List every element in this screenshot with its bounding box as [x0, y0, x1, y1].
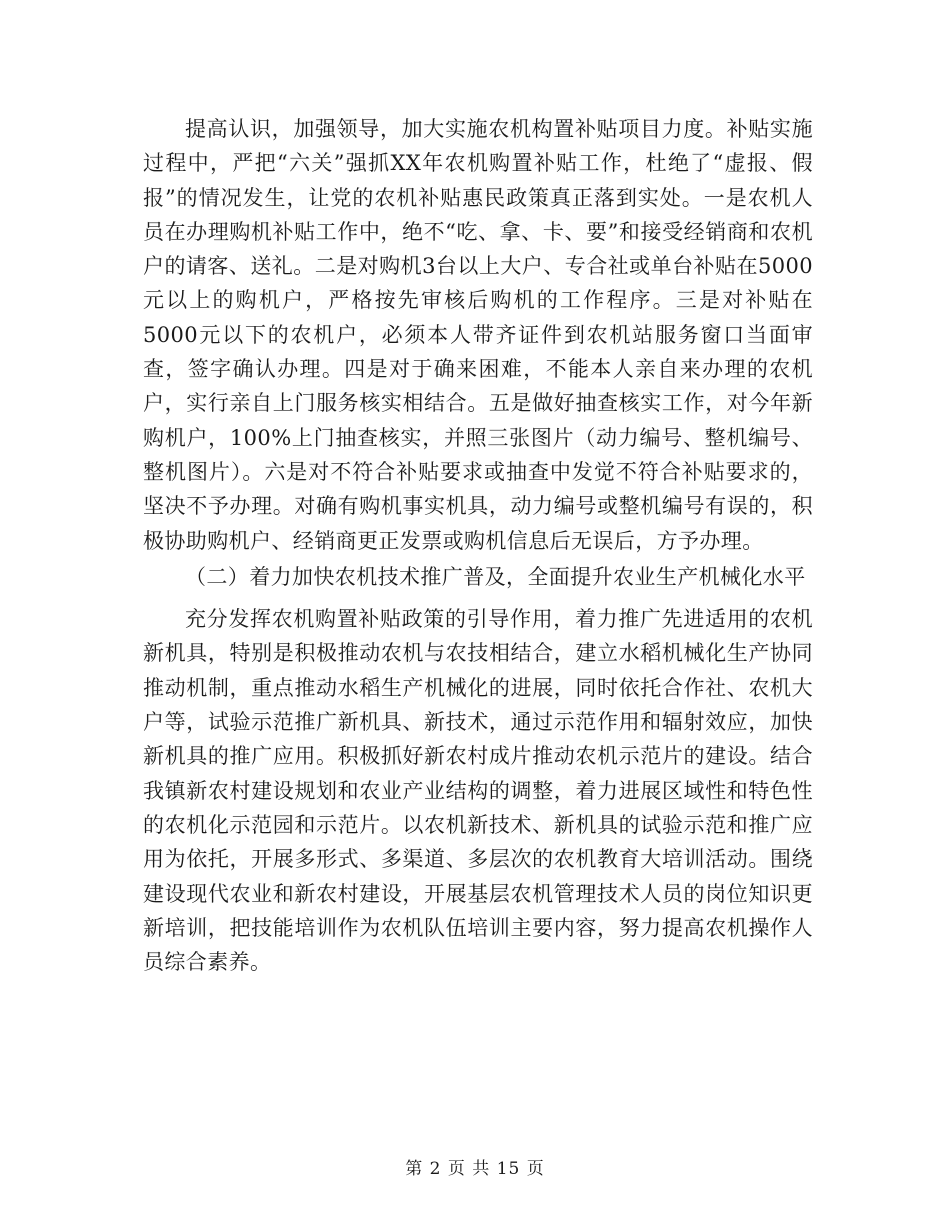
paragraph-subsidy-implementation: 提高认识，加强领导，加大实施农机构置补贴项目力度。补贴实施过程中，严把“六关”强抓XX年农机购置补贴工作，杜绝了“虚报、假报”的情况发生，让党的农机补贴惠民政策真正落到实处。一是农机人员在办理购机补贴工作中，绝不“吃、拿、卡、要”和接受经销商和农机户的请客、送礼。二是对购机3台以上大户、专合社或单台补贴在5000元以上的购机户，严格按先审核后购机的工作程序。三是对补贴在5000元以下的农机户，必须本人带齐证件到农机站服务窗口当面审查，签字确认办理。四是对于确来困难，不能本人亲自来办理的农机户，实行亲自上门服务核实相结合。五是做好抽查核实工作，对今年新购机户，100%上门抽查核实，并照三张图片（动力编号、整机编号、整机图片）。六是对不符合补贴要求或抽查中发觉不符合补贴要求的，坚决不予办理。对确有购机事实机具，动力编号或整机编号有误的，积极协助购机户、经销商更正发票或购机信息后无误后，方予办理。 — [143, 117, 813, 553]
document-body — [143, 112, 813, 979]
paragraph-technology-promotion: 充分发挥农机购置补贴政策的引导作用，着力推广先进适用的农机新机具，特别是积极推动农机与农技相结合，建立水稻机械化生产协同推动机制，重点推动水稻生产机械化的进展，同时依托合作社、农机大户等，试验示范推广新机具、新技术，通过示范作用和辐射效应，加快新机具的推广应用。积极抓好新农村成片推动农机示范片的建设。结合我镇新农村建设规划和农业产业结构的调整，着力进展区域性和特色性的农机化示范园和示范片。以农机新技术、新机具的试验示范和推广应用为依托，开展多形式、多渠道、多层次的农机教育大培训活动。围绕建设现代农业和新农村建设，开展基层农机管理技术人员的岗位知识更新培训，把技能培训作为农机队伍培训主要内容，努力提高农机操作人员综合素养。 — [143, 607, 813, 975]
section-heading-2: （二）着力加快农机技术推广普及，全面提升农业生产机械化水平 — [185, 564, 806, 589]
page-footer: 第 2 页 共 15 页 — [405, 1159, 545, 1179]
